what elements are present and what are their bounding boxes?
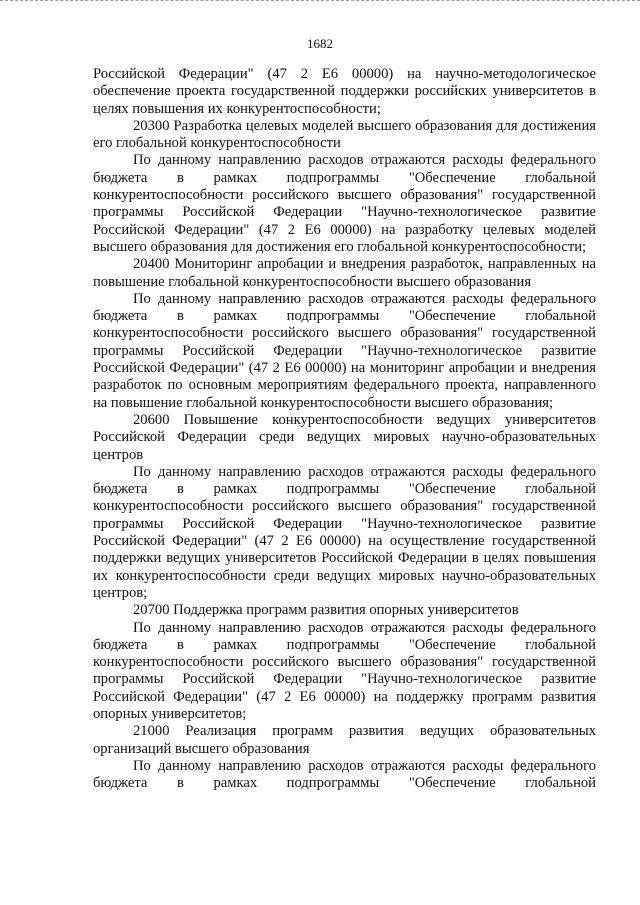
heading-20700: 20700 Поддержка программ развития опорных университетов bbox=[133, 602, 519, 619]
document-body bbox=[93, 66, 596, 792]
paragraph-20300-description: По данному направлению расходов отражаются расходы федерального бюджета в рамках подпрограммы "Обеспечение глобальной конкурентоспособности российского высшего образования" государственной программы Российской Федерации "Научно-технологическое развитие Российской Федерации" (47 2 Е6 00000) на разработку целевых моделей высшего образования для достижения его глобальной конкурентоспособности; bbox=[93, 152, 596, 255]
heading-20400: 20400 Мониторинг апробации и внедрения разработок, направленных на повышение глобальной конкурентоспособности высшего образования bbox=[93, 256, 596, 290]
paragraph-21000-description: По данному направлению расходов отражаются расходы федерального бюджета в рамках подпрограммы "Обеспечение глобальной bbox=[93, 757, 596, 792]
paragraph-20700-description: По данному направлению расходов отражаются расходы федерального бюджета в рамках подпрограммы "Обеспечение глобальной конкурентоспособности российского высшего образования" государственной программы Российской Федерации "Научно-технологическое развитие Российской Федерации" (47 2 Е6 00000) на поддержку программ развития опорных университетов; bbox=[93, 619, 596, 722]
paragraph-20600-description: По данному направлению расходов отражаются расходы федерального бюджета в рамках подпрограммы "Обеспечение глобальной конкурентоспособности российского высшего образования" государственной программы Российской Федерации "Научно-технологическое развитие Российской Федерации" (47 2 Е6 00000) на осуществление государственной поддержки ведущих университетов Российской Федерации в целях повышения их конкурентоспособности среди ведущих мировых научно-образовательных центров; bbox=[93, 463, 596, 601]
paragraph-20400-description: По данному направлению расходов отражаются расходы федерального бюджета в рамках подпрограммы "Обеспечение глобальной конкурентоспособности российского высшего образования" государственной программы Российской Федерации "Научно-технологическое развитие Российской Федерации" (47 2 Е6 00000) на мониторинг апробации и внедрения разработок по основным мероприятиям федерального проекта, направленного на повышение глобальной конкурентоспособности высшего образования; bbox=[93, 290, 596, 411]
paragraph-continuation: Российской Федерации" (47 2 Е6 00000) на научно-методологическое обеспечение проекта государственной поддержки российских университетов в целях повышения их конкурентоспособности; bbox=[93, 66, 596, 117]
heading-21000: 21000 Реализация программ развития ведущих образовательных организаций высшего образования bbox=[93, 723, 596, 757]
heading-20600: 20600 Повышение конкурентоспособности ведущих университетов Российской Федерации среди ведущих мировых научно-образовательных центров bbox=[93, 411, 596, 463]
heading-20300: 20300 Разработка целевых моделей высшего образования для достижения его глобальной конкурентоспособности bbox=[93, 117, 596, 152]
page-number: 1682 bbox=[307, 36, 333, 51]
top-scan-edge bbox=[0, 0, 640, 5]
